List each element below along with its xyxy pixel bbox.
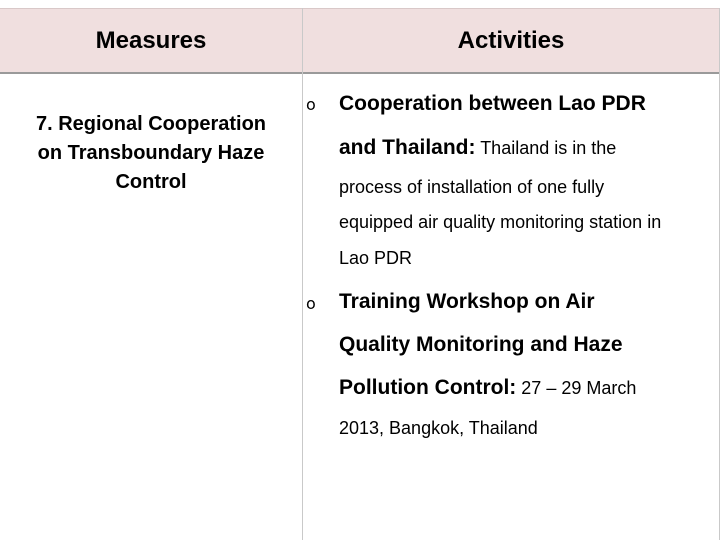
column-divider — [302, 8, 303, 540]
header-activities: Activities — [457, 27, 565, 54]
measure-line: 7. Regional Cooperation — [35, 113, 267, 135]
activity-desc-line: 2013, Bangkok, Thailand — [339, 418, 538, 438]
activity-desc-line: process of installation of one fully — [339, 177, 605, 197]
activity-title-desc-line — [339, 136, 616, 160]
activity-colon: : — [509, 376, 517, 399]
activity-title-line: Quality Monitoring and Haze — [339, 333, 623, 356]
measure-cell — [0, 110, 302, 197]
activity-title-line: Training Workshop on Air — [339, 290, 595, 313]
activity-title-end: Pollution Control — [339, 376, 510, 399]
activity-title-end: and Thailand — [339, 136, 469, 159]
activity-desc-line: equipped air quality monitoring station in — [339, 212, 662, 232]
activity-colon: : — [468, 136, 476, 159]
activity-desc-start: Thailand is in the — [475, 138, 617, 158]
activity-desc-start: 27 – 29 March — [516, 378, 637, 398]
activity-title-line: Cooperation between Lao PDR — [339, 92, 646, 115]
activity-title-desc-line — [339, 376, 636, 400]
header-measures: Measures — [95, 27, 207, 54]
table-header-row — [0, 8, 719, 74]
bullet-marker: o — [306, 294, 316, 313]
measure-line: Control — [115, 171, 187, 193]
measure-line: on Transboundary Haze — [37, 142, 265, 164]
activity-desc-line: Lao PDR — [339, 248, 413, 268]
bullet-marker: o — [306, 95, 316, 114]
